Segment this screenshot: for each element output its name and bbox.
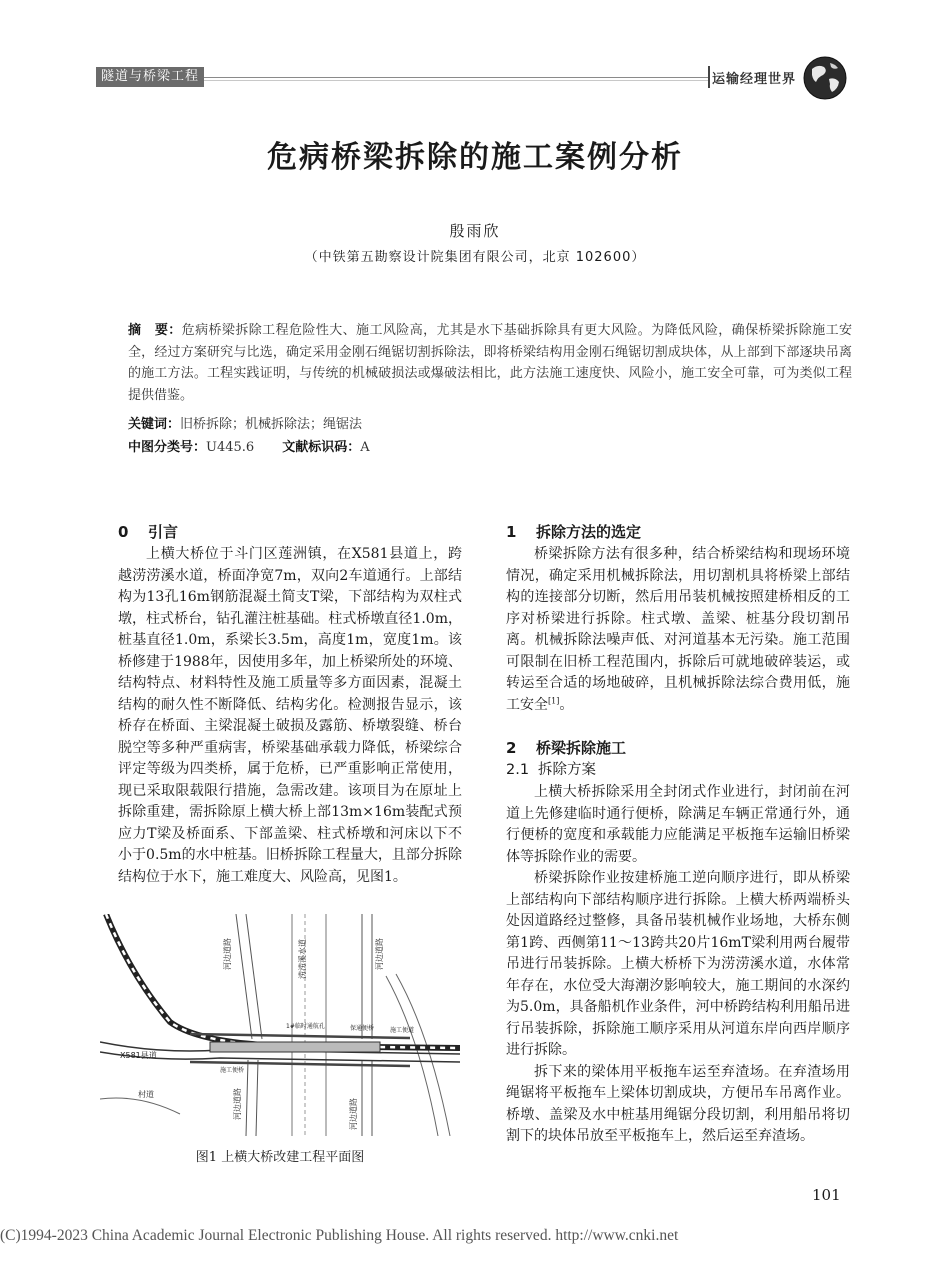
keywords-label: 关键词： bbox=[128, 417, 181, 432]
intro-paragraph: 上横大桥位于斗门区莲洲镇，在X581县道上，跨越涝涝溪水道，桥面净宽7m，双向2车道通行。上部结构为13孔16m钢筋混凝土简支T梁，下部结构为双柱式墩，柱式桥台，钻孔灌注桩基础。柱式桥墩直径1.0m，桩基直径1.0m，系梁长3.5m，高度1m，宽度1m。该桥修建于1988年，因使用多年，加上桥梁所处的环境、结构特点、材料特性及施工质量等多方面因素，混凝土结构的耐久性不断降低、结构劣化。检测报告显示，该桥存在桥面、主梁混凝土破损及露筋、桥墩裂缝、桥台脱空等多种严重病害，桥梁基础承载力降低，桥梁综合评定等级为四类桥，属于危桥，已严重影响正常使用，现已采取限载限行措施，急需改建。该项目为在原址上拆除重建，需拆除原上横大桥上部13m×16m装配式预应力T梁及桥面系、下部盖梁、柱式桥墩和河床以下不小于0.5m的水中桩基。旧桥拆除工程量大，且部分拆除结构位于水下，施工难度大、风险高，见图1。 bbox=[118, 546, 462, 885]
author: 殷雨欣 bbox=[449, 222, 501, 240]
abstract-label: 摘 要： bbox=[128, 323, 182, 338]
site-plan-figure bbox=[100, 914, 460, 1136]
method-paragraph: 桥梁拆除方法有很多种，结合桥梁结构和现场环境情况，确定采用机械拆除法，用切割机具将桥梁上部结构的连接部分切断，然后用吊装机械按照建桥相反的工序对桥梁进行拆除。柱式墩、盖梁、桩基分段切割吊离。机械拆除法噪声低、对河道基本无污染。施工范围可限制在旧桥工程范围内，拆除后可就地破碎装运，或转运至合适的场地破碎，且机械拆除法综合费用低，施工安全[1]。 bbox=[506, 546, 850, 713]
label-road-right-bottom: 河边道路 bbox=[349, 1098, 358, 1130]
abstract bbox=[128, 320, 852, 406]
header-rule bbox=[204, 77, 708, 78]
label-county-road: X581县道 bbox=[120, 1051, 157, 1060]
journal-name: 运输经理世界 bbox=[712, 72, 797, 87]
clc-label: 中图分类号： bbox=[128, 440, 207, 455]
doc-code: A bbox=[360, 440, 370, 455]
label-river: 涝涝溪水道 bbox=[298, 939, 307, 979]
section-tag: 隧道与桥梁工程 bbox=[96, 67, 204, 87]
globe-icon bbox=[802, 55, 848, 101]
label-temp-bridge: 1#临时通航孔 bbox=[286, 1023, 325, 1030]
section-2-1-heading: 2.1 拆除方案 bbox=[506, 762, 596, 778]
left-column bbox=[118, 522, 462, 888]
plan-paragraph-3: 拆下来的梁体用平板拖车运至弃渣场。在弃渣场用绳锯将平板拖车上梁体切割成块，方便吊车吊离作业。桥墩、盖梁及水中桩基用绳锯分段切割，利用船吊将切割下的块体吊放至平板拖车上，然后运至弃渣场。 bbox=[506, 1063, 850, 1144]
copyright-footer: (C)1994-2023 China Academic Journal Electronic Publishing House. All rights reserved. http://www.cnki.net bbox=[0, 1227, 679, 1244]
label-temp-road: 保通便桥 bbox=[350, 1025, 375, 1032]
abstract-text: 危病桥梁拆除工程危险性大、施工风险高，尤其是水下基础拆除具有更大风险。为降低风险，确保桥梁拆除施工安全，经过方案研究与比选，确定采用金刚石绳锯切割拆除法，即将桥梁结构用金刚石绳锯切割成块体，从上部到下部逐块吊离的施工方法。工程实践证明，与传统的机械破损法或爆破法相比，此方法施工速度快、风险小，施工安全可靠，可为类似工程提供借鉴。 bbox=[128, 323, 852, 403]
plan-paragraph-2: 桥梁拆除作业按建桥施工逆向顺序进行，即从桥梁上部结构向下部结构顺序进行拆除。上横大桥两端桥头处因道路经过整修，具备吊装机械作业场地，大桥东侧第1跨、西侧第11～13跨共20片16mT梁利用两台履带吊进行吊装拆除。上横大桥桥下为涝涝溪水道，水体常年存在，水位受大海潮汐影响较大，施工期间的水深约为5.0m，具备船机作业条件，河中桥跨结构利用船吊进行吊装拆除，拆除施工顺序采用从河道东岸向西岸顺序进行拆除。 bbox=[506, 870, 850, 1058]
label-village-road: 村道 bbox=[138, 1090, 154, 1099]
plan-paragraph-1: 上横大桥拆除采用全封闭式作业进行，封闭前在河道上先修建临时通行便桥，除满足车辆正常通行外，通行便桥的宽度和承载能力应能满足平板拖车运输旧桥梁体等拆除作业的需要。 bbox=[506, 784, 850, 865]
header-divider bbox=[708, 66, 710, 88]
keywords-text: 旧桥拆除；机械拆除法；绳锯法 bbox=[180, 417, 363, 432]
clc-code: U445.6 bbox=[206, 440, 255, 455]
header-rule-thin bbox=[204, 80, 708, 81]
right-column bbox=[506, 522, 850, 1148]
section-1-heading: 1 拆除方法的选定 bbox=[506, 523, 642, 541]
article-title: 危病桥梁拆除的施工案例分析 bbox=[267, 140, 683, 175]
label-road-left-bottom: 河边道路 bbox=[233, 1088, 242, 1120]
classification bbox=[128, 436, 370, 455]
doc-code-label: 文献标识码： bbox=[282, 440, 361, 455]
label-construction-bridge: 施工便桥 bbox=[220, 1067, 245, 1074]
label-temp-walk: 施工便道 bbox=[390, 1027, 415, 1034]
section-2-heading: 2 桥梁拆除施工 bbox=[506, 739, 627, 757]
keywords bbox=[128, 413, 362, 432]
figure-caption: 图1 上横大桥改建工程平面图 bbox=[195, 1150, 365, 1165]
citation-ref: [1] bbox=[548, 695, 560, 705]
page-number: 101 bbox=[812, 1186, 841, 1204]
label-road-left-top: 河边道路 bbox=[223, 938, 232, 970]
section-0-heading: 0 引言 bbox=[118, 523, 179, 541]
label-road-right-top: 河边道路 bbox=[375, 938, 384, 970]
affiliation: （中铁第五勘察设计院集团有限公司，北京 102600） bbox=[304, 250, 646, 265]
